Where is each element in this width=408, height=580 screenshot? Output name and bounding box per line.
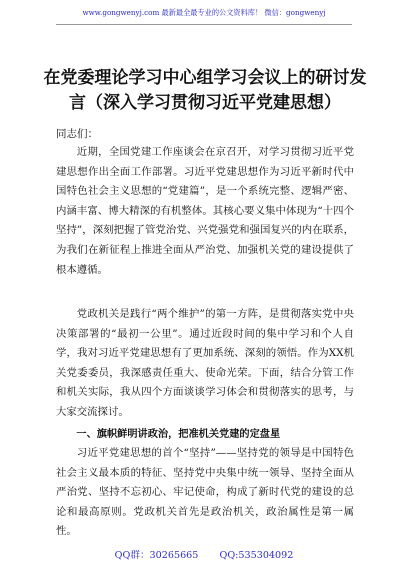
- paragraph-context: 党政机关是践行“两个维护”的第一方阵，是贯彻落实党中央决策部署的“最初一公里”。通过近段时间的集中学习和个人自学，我对习近平党建思想有了更加系统、深刻的领悟。作为XX机关党委委员，我深感责任重大、使命光荣。下面，结合分管工作和机关实际，我从四个方面谈谈学习体会和贯彻落实的思考，与大家交流探讨。: [56, 308, 354, 418]
- salutation: 同志们：: [56, 128, 98, 140]
- header-divider: [56, 24, 352, 25]
- website-header: www.gongwenyj.com 最新最全最专业的公文资料库！ 微信：gongwenyj: [82, 8, 326, 17]
- qq-label: QQ:535304092: [219, 550, 294, 561]
- qq-group-label: QQ群：30265665: [114, 550, 199, 561]
- footer-contact: [0, 547, 408, 561]
- section-heading: 一、旗帜鲜明讲政治，把准机关党建的定盘星: [76, 429, 281, 440]
- document-title: 在党委理论学习中心组学习会议上的研讨发言（深入学习贯彻习近平党建思想）: [43, 68, 367, 113]
- section-paragraph: 习近平党建思想的首个“坚持”——坚持党的领导是中国特色社会主义最本质的特征、坚持党中央集中统一领导、坚持全面从严治党、坚持不忘初心、牢记使命，构成了新时代党的建设的总论和最高原则。党政机关首先是政治机关，政治属性是第一属性。: [56, 447, 354, 538]
- paragraph-intro: 近期，全国党建工作座谈会在京召开，对学习贯彻习近平党建思想作出全面工作部署。习近平党建思想作为习近平新时代中国特色社会主义思想的“党建篇”，是一个系统完整、逻辑严密、内涵丰富、博大精深的有机整体。其核心要义集中体现为“十四个坚持”，深刻把握了管党治党、兴党强党和强国复兴的内在联系，为我们在新征程上推进全面从严治党、加强机关党的建设提供了根本遵循。: [56, 146, 354, 276]
